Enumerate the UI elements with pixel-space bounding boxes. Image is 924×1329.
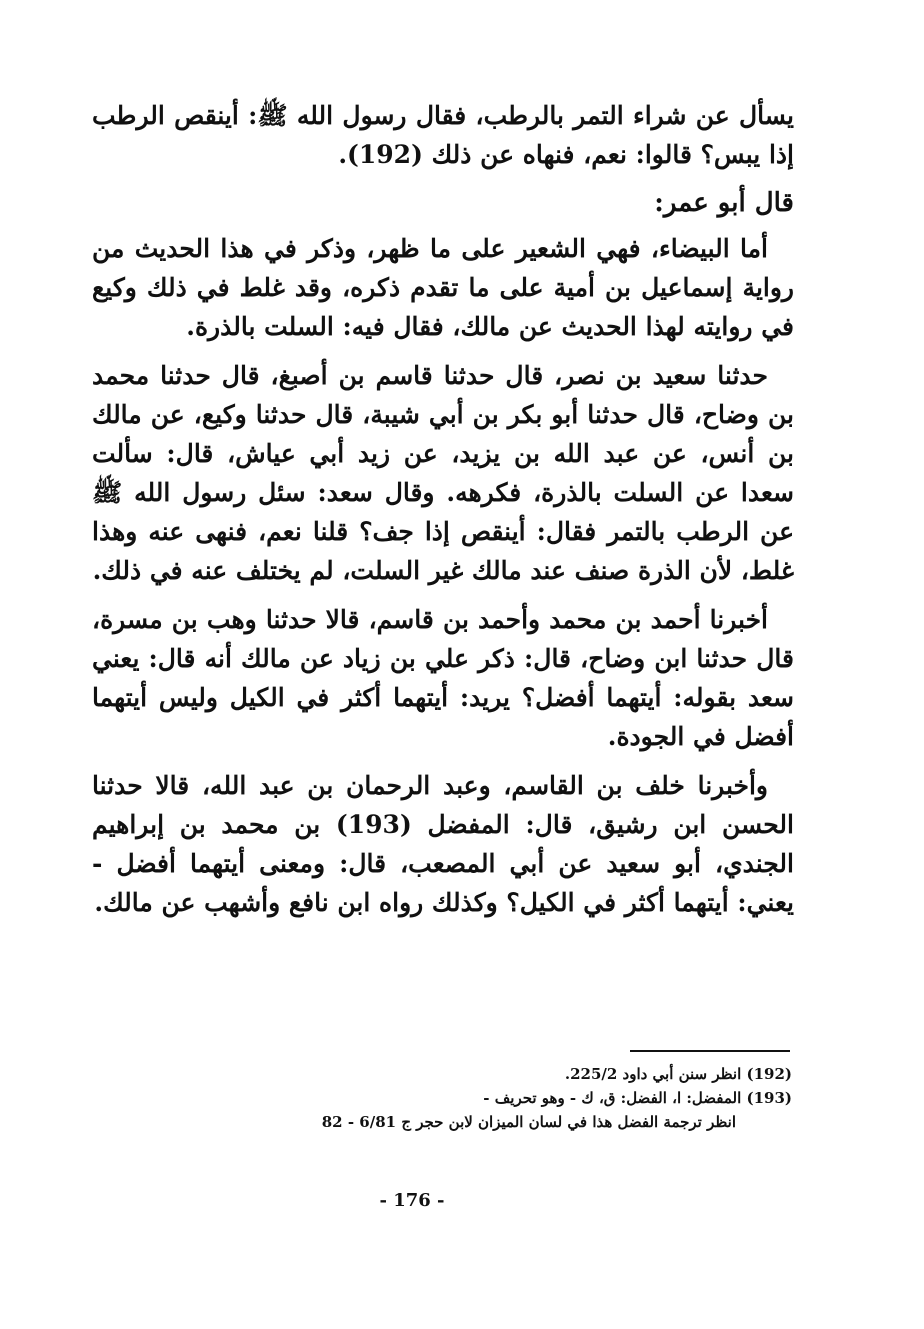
footnotes (300, 1062, 792, 1134)
paragraph-4: أخبرنا أحمد بن محمد وأحمد بن قاسم، قالا حدثنا وهب بن مسرة، قال حدثنا ابن وضاح، قال: ذكر علي بن زياد عن مالك أنه قال: يعني سعد بقوله: أيتهما أفضل؟ يريد: أيتهما أكثر في الكيل وليس أيتهما أفضل في الجودة. (92, 605, 794, 751)
paragraph-3: حدثنا سعيد بن نصر، قال حدثنا قاسم بن أصبغ، قال حدثنا محمد بن وضاح، قال حدثنا أبو بكر بن أبي شيبة، قال حدثنا وكيع، عن مالك بن أنس، عن عبد الله بن يزيد، عن زيد أبي عياش، قال: سألت سعدا عن السلت بالذرة، فكرهه. وقال سعد: سئل رسول الله ﷺ عن الرطب بالتمر فقال: أينقص إذا جف؟ قلنا نعم، فنهى عنه وهذا غلط، لأن الذرة صنف عند مالك غير السلت، لم يختلف عنه في ذلك. (92, 361, 795, 585)
paragraph-5: وأخبرنا خلف بن القاسم، وعبد الرحمان بن عبد الله، قالا حدثنا الحسن ابن رشيق، قال: المفضل (193) بن محمد بن إبراهيم الجندي، أبو سعيد عن أبي المصعب، قال: ومعنى أيتهما أفضل - يعني: أيتهما أكثر في الكيل؟ وكذلك رواه ابن نافع وأشهب عن مالك. (92, 771, 794, 917)
paragraph-1: يسأل عن شراء التمر بالرطب، فقال رسول الله ﷺ: أينقص الرطب إذا يبس؟ قالوا: نعم، فنهاه عن ذلك (192). (92, 101, 794, 169)
paragraph-2: أما البيضاء، فهي الشعير على ما ظهر، وذكر في هذا الحديث من رواية إسماعيل بن أمية على ما تقدم ذكره، وقد غلط في ذلك وكيع في روايته لهذا الحديث عن مالك، فقال فيه: السلت بالذرة. (92, 234, 794, 341)
footnote-193: (193) المفضل: ا، الفضل: ق، ك - وهو تحريف - (483, 1089, 792, 1107)
section-heading: قال أبو عمر: (654, 188, 794, 218)
main-text-block (92, 96, 794, 932)
footnote-193-continued: انظر ترجمة الفضل هذا في لسان الميزان لابن حجر ج 6/81 - 82 (321, 1113, 736, 1131)
footnote-divider (630, 1050, 790, 1052)
footnote-192: (192) انظر سنن أبي داود 225/2. (564, 1065, 792, 1083)
page-number: - 176 - (379, 1190, 445, 1211)
